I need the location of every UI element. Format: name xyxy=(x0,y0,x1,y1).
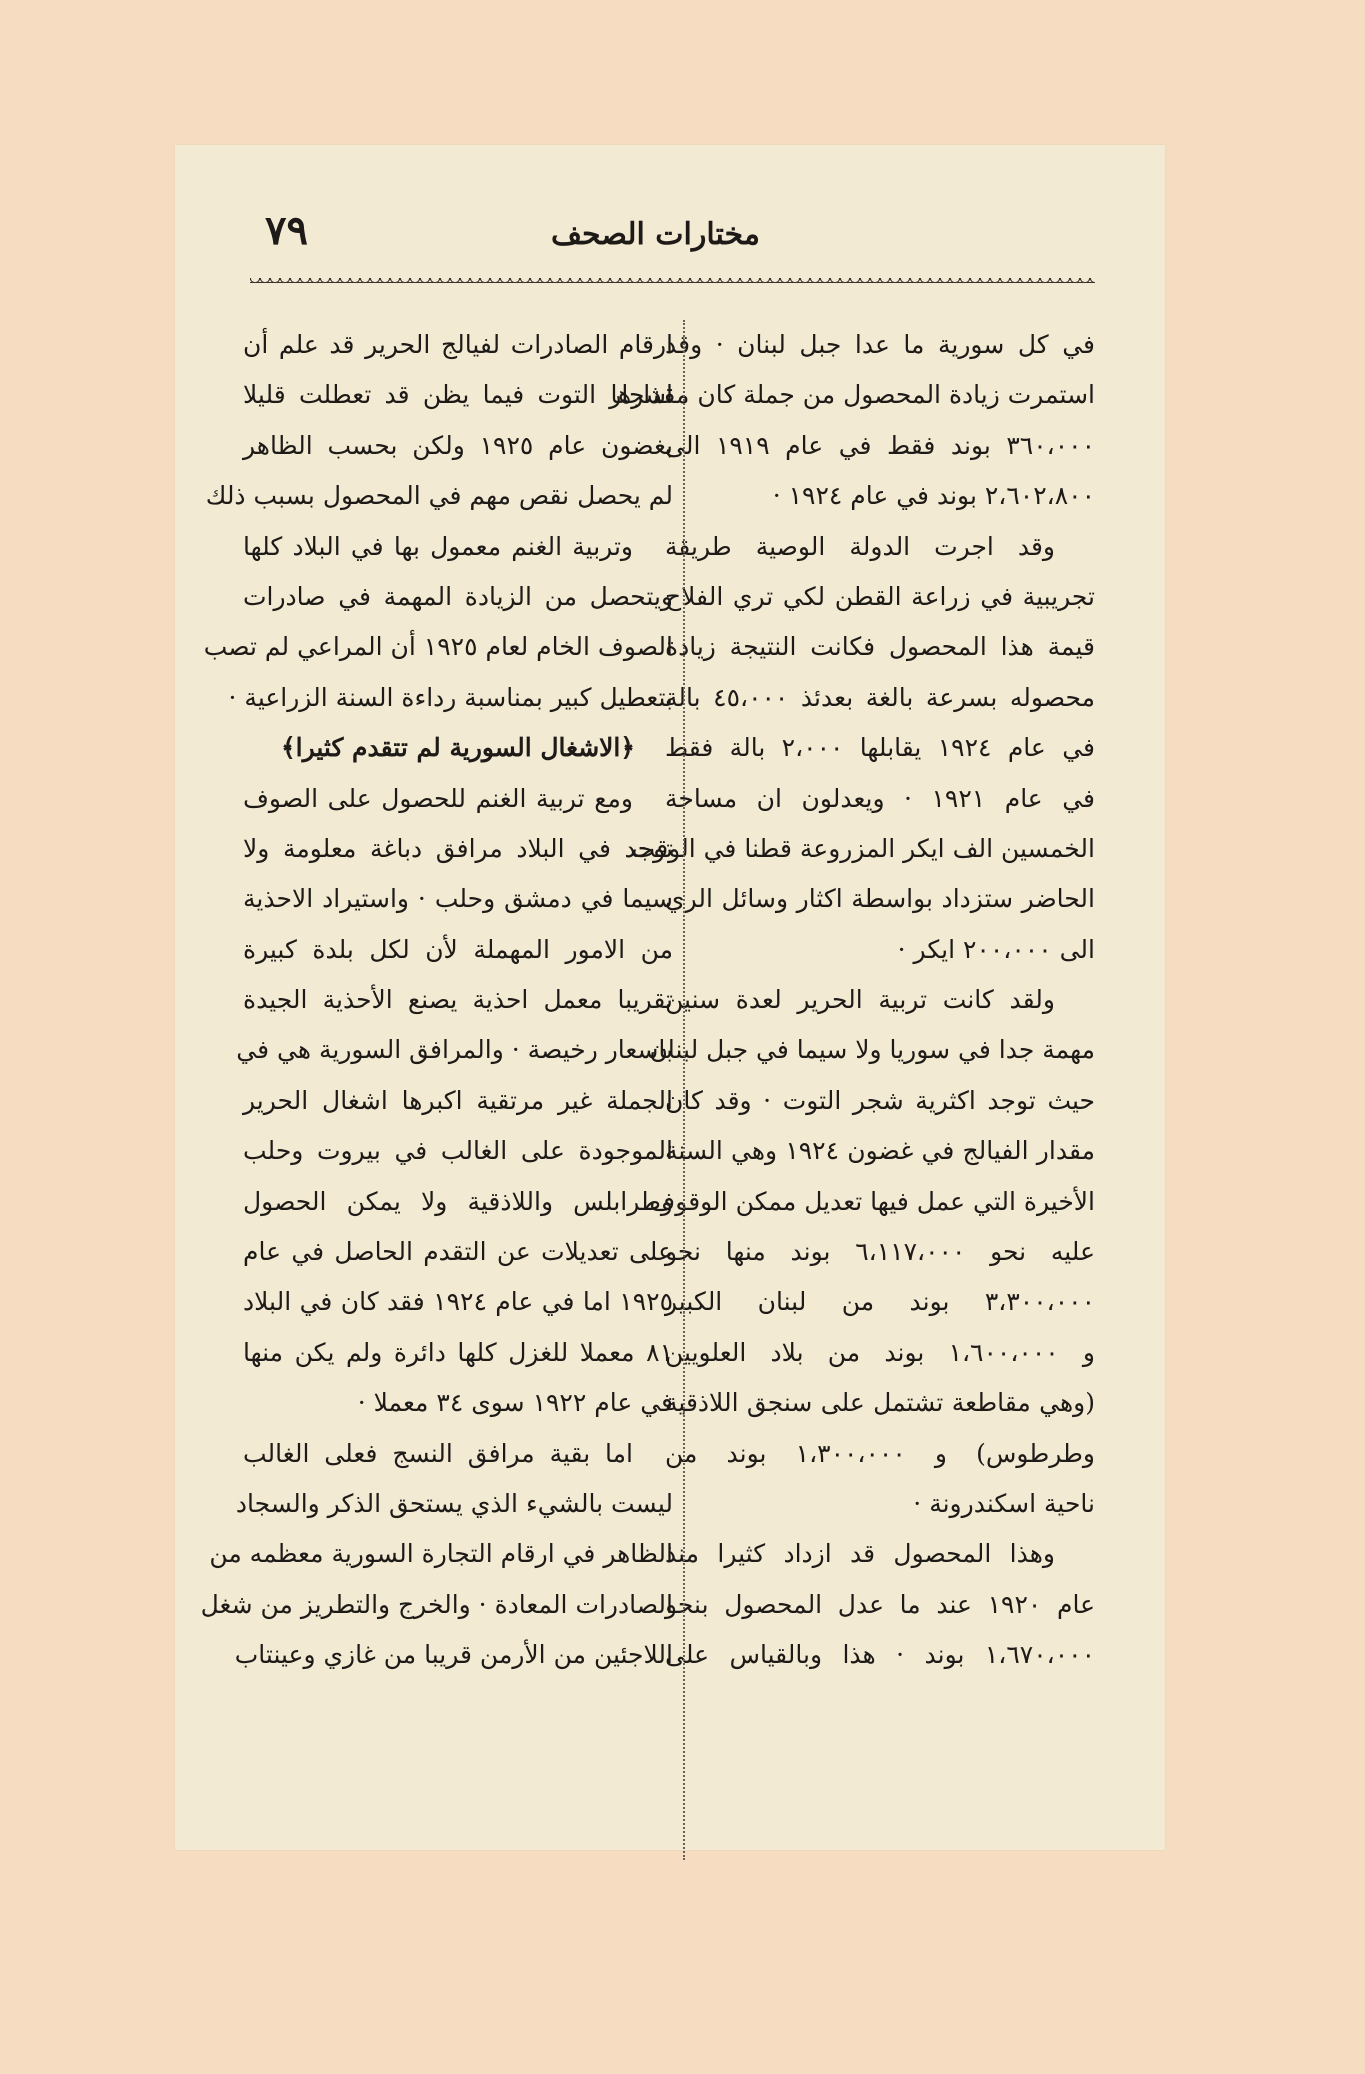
text-line: من الامور المهملة لأن لكل بلدة كبيرة xyxy=(243,934,673,964)
left-text-column xyxy=(200,320,673,1681)
text-line: وقد اجرت الدولة الوصية طريقة xyxy=(665,531,1055,561)
text-line: تجريبية في زراعة القطن لكي تري الفلاح xyxy=(665,581,1095,611)
text-line: ويتحصل من الزيادة المهمة في صادرات xyxy=(243,581,673,611)
text-line: ٣٦٠،٠٠٠ بوند فقط في عام ١٩١٩ الى xyxy=(665,430,1095,460)
text-line: في عام ١٩٢٢ سوى ٣٤ معملا · xyxy=(357,1388,673,1418)
text-line: ١٩٢٥ اما في عام ١٩٢٤ فقد كان في البلاد xyxy=(243,1287,673,1317)
text-line: اما بقية مرافق النسج فعلى الغالب xyxy=(243,1438,633,1468)
text-line: الصادرات المعادة · والخرج والتطريز من شغل xyxy=(200,1589,673,1619)
text-line: وتربية الغنم معمول بها في البلاد كلها xyxy=(243,531,633,561)
text-line: اللاجئين من الأرمن قريبا من غازي وعينتاب xyxy=(234,1640,673,1670)
right-text-column xyxy=(610,320,1096,1681)
text-line: بتعطيل كبير بمناسبة رداءة السنة الزراعية · xyxy=(228,682,673,712)
text-line: مقدار الفيالج في غضون ١٩٢٤ وهي السنة xyxy=(665,1136,1095,1166)
text-line: سيما في دمشق وحلب · واستيراد الاحذية xyxy=(243,884,673,914)
text-line: الى ٢٠٠،٠٠٠ ايكر · xyxy=(897,934,1095,964)
column-divider xyxy=(683,320,685,1860)
text-line: (وهي مقاطعة تشتمل على سنجق اللاذقية xyxy=(665,1388,1095,1418)
section-heading: ﴿الاشغال السورية لم تتقدم كثيرا﴾ xyxy=(280,733,636,763)
text-line: وطرابلس واللاذقية ولا يمكن الحصول xyxy=(243,1186,673,1216)
text-line: ١،٦٧٠،٠٠٠ بوند · هذا وبالقياس على xyxy=(665,1640,1095,1670)
text-line: ليست بالشيء الذي يستحق الذكر والسجاد xyxy=(235,1488,673,1518)
text-line: الجملة غير مرتقية اكبرها اشغال الحرير xyxy=(243,1085,673,1115)
text-line: و ١،٦٠٠،٠٠٠ بوند من بلاد العلويين xyxy=(665,1337,1095,1367)
text-line: حيث توجد اكثرية شجر التوت · وقد كان xyxy=(665,1085,1095,1115)
text-line: عام ١٩٢٠ عند ما عدل المحصول بنحو xyxy=(665,1589,1095,1619)
text-line: اشجار التوت فيما يظن قد تعطلت قليلا xyxy=(243,380,673,410)
text-line: في كل سورية ما عدا جبل لبنان · وقد xyxy=(665,330,1095,359)
page-header xyxy=(235,205,1105,275)
text-line: لم يحصل نقص مهم في المحصول بسبب ذلك xyxy=(205,481,673,511)
text-line: الحاضر ستزداد بواسطة اكثار وسائل الري xyxy=(665,884,1095,914)
text-line: في عام ١٩٢١ · ويعدلون ان مساحة xyxy=(665,783,1096,813)
text-line: قيمة هذا المحصول فكانت النتيجة زيادة xyxy=(665,632,1095,662)
text-line: وهذا المحصول قد ازداد كثيرا منذ xyxy=(665,1539,1055,1569)
running-title: مختارات الصحف xyxy=(550,217,760,252)
text-line: ٣،٣٠٠،٠٠٠ بوند من لبنان الكبير xyxy=(665,1287,1095,1317)
text-line: استمرت زيادة المحصول من جملة كان مقدارها xyxy=(610,380,1095,410)
text-line: توجد في البلاد مرافق دباغة معلومة ولا xyxy=(243,833,673,863)
text-line: الموجودة على الغالب في بيروت وحلب xyxy=(243,1136,673,1166)
text-line: باسعار رخيصة · والمرافق السورية هي في xyxy=(236,1035,673,1065)
page-number: ٧٩ xyxy=(265,207,308,254)
text-line: تقريبا معمل احذية يصنع الأحذية الجيدة xyxy=(243,985,673,1015)
text-line: عليه نحو ٦،١١٧،٠٠٠ بوند منها نحو xyxy=(665,1237,1095,1267)
text-line: الظاهر في ارقام التجارة السورية معظمه من xyxy=(209,1539,673,1569)
text-line: ومع تربية الغنم للحصول على الصوف xyxy=(243,783,633,813)
text-line: في عام ١٩٢٤ يقابلها ٢،٠٠٠ بالة فقط xyxy=(665,733,1095,763)
decorative-rule xyxy=(250,278,1095,288)
text-line: ٨١ معملا للغزل كلها دائرة ولم يكن منها xyxy=(243,1337,673,1367)
text-line: ٢،٦٠٢،٨٠٠ بوند في عام ١٩٢٤ · xyxy=(772,481,1095,511)
text-line: ولقد كانت تربية الحرير لعدة سنين xyxy=(665,985,1055,1015)
text-line: بغضون عام ١٩٢٥ ولكن بحسب الظاهر xyxy=(243,430,673,460)
text-line: وطرطوس) و ١،٣٠٠،٠٠٠ بوند من xyxy=(665,1438,1095,1468)
text-line: ناحية اسكندرونة · xyxy=(913,1488,1095,1518)
text-line: الصوف الخام لعام ١٩٢٥ أن المراعي لم تصب xyxy=(203,632,673,662)
text-line: محصوله بسرعة بالغة بعدئذ ٤٥،٠٠٠ بالة xyxy=(665,682,1095,712)
text-line: على تعديلات عن التقدم الحاصل في عام xyxy=(243,1237,673,1267)
scanned-page xyxy=(175,145,1165,1850)
text-line: الأخيرة التي عمل فيها تعديل ممكن الوقوف xyxy=(649,1186,1095,1216)
text-line: الخمسين الف ايكر المزروعة قطنا في الوقت xyxy=(631,833,1095,863)
text-line: ارقام الصادرات لفيالج الحرير قد علم أن xyxy=(243,330,673,359)
text-line: مهمة جدا في سوريا ولا سيما في جبل لبنان xyxy=(649,1035,1095,1065)
